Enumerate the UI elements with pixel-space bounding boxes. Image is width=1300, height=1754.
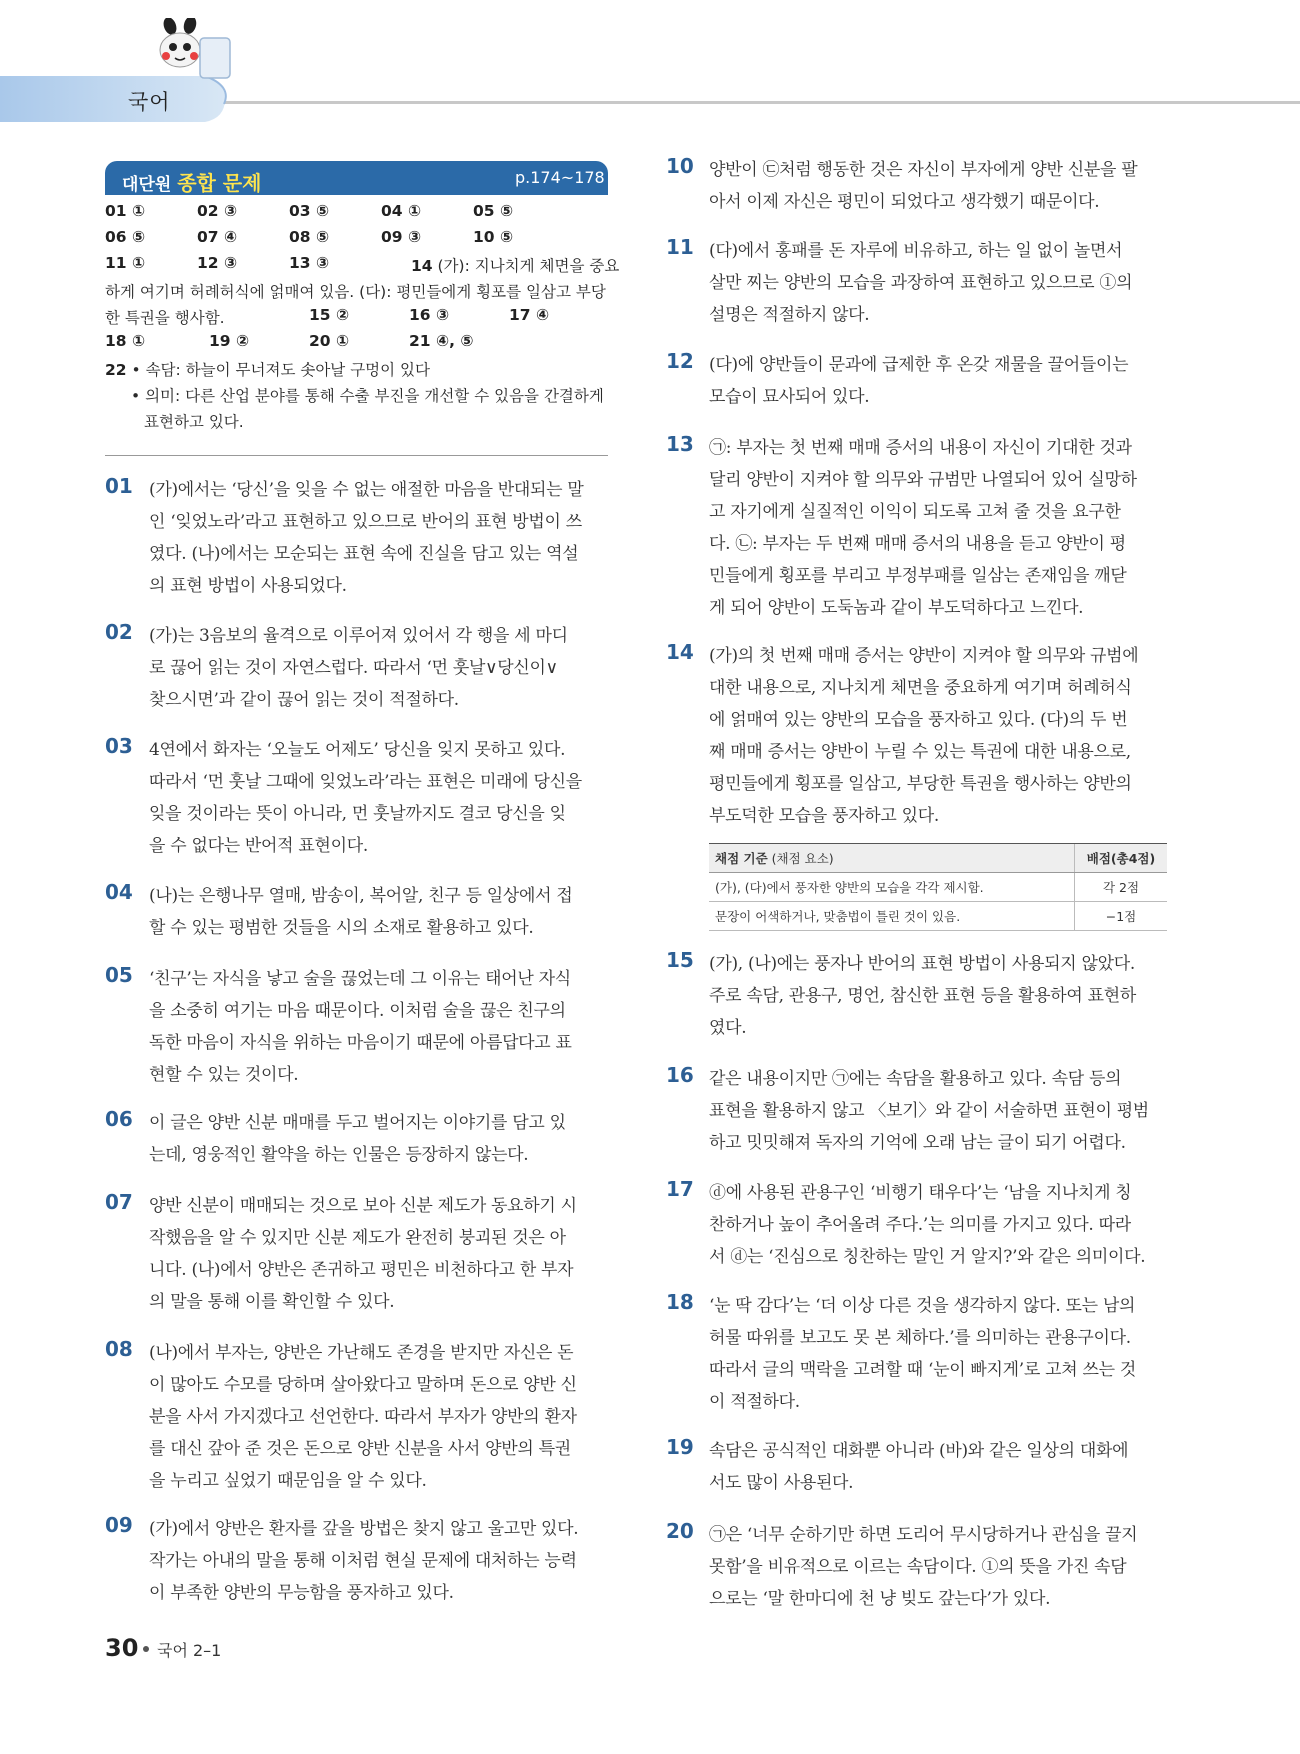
text-line: 을 소중히 여기는 마음 때문이다. 이처럼 술을 끊은 친구의 <box>149 1001 566 1021</box>
text-line: 인 ‘잊었노라’라고 표현하고 있으므로 반어의 표현 방법이 쓰 <box>149 512 582 532</box>
table-row <box>709 873 1167 902</box>
criteria-cell: 문장이 어색하거나, 맞춤법이 틀린 것이 있음. <box>709 902 1075 931</box>
text-line: 같은 내용이지만 ㉠에는 속담을 활용하고 있다. 속담 등의 <box>709 1069 1122 1089</box>
points-header: 배점(총4점) <box>1075 844 1168 873</box>
item-number: 02 <box>105 620 133 644</box>
item-text <box>149 1337 617 1497</box>
answer: 16 ③ <box>409 306 450 324</box>
item-text <box>709 235 1167 331</box>
text-line: 을 누리고 싶었기 때문임을 알 수 있다. <box>149 1471 427 1491</box>
text-line: 모습이 묘사되어 있다. <box>709 387 870 407</box>
explanation-item-08 <box>105 1337 617 1497</box>
q22-meaning-line-2: 표현하고 있다. <box>144 413 244 431</box>
explanation-item-13 <box>666 432 1167 624</box>
item-text <box>709 1435 1167 1499</box>
summary-page-range: p.174~178 <box>515 168 605 187</box>
text-line: 에 얽매여 있는 양반의 모습을 풍자하고 있다. (다)의 두 번 <box>709 710 1128 730</box>
q14-answer-line-2: 하게 여기며 허례허식에 얽매여 있음. (다): 평민들에게 횡포를 일삼고 부당 <box>105 283 606 301</box>
answer: 03 ⑤ <box>289 202 330 220</box>
text-line: 찬하거나 높이 추어올려 주다.’는 의미를 가지고 있다. 따라 <box>709 1215 1131 1235</box>
text-line: 따라서 글의 맥락을 고려할 때 ‘눈이 빠지게’로 고쳐 쓰는 것 <box>709 1360 1136 1380</box>
answer: 11 ① <box>105 254 146 272</box>
explanation-item-03 <box>105 734 617 862</box>
q22-meaning-line-1: • 의미: 다른 산업 분야를 통해 수출 부진을 개선할 수 있음을 간결하게 <box>131 387 604 405</box>
text-line: (나)는 은행나무 열매, 밤송이, 복어알, 친구 등 일상에서 접 <box>149 886 573 906</box>
item-text <box>709 349 1167 413</box>
text-line: 의 말을 통해 이를 확인할 수 있다. <box>149 1292 395 1312</box>
item-number: 03 <box>105 734 133 758</box>
text-line: 설명은 적절하지 않다. <box>709 305 870 325</box>
item-number: 17 <box>666 1177 694 1201</box>
text-line: 하고 밋밋해져 독자의 기억에 오래 남는 글이 되기 어렵다. <box>709 1133 1126 1153</box>
explanation-item-15 <box>666 948 1167 1044</box>
text-line: 였다. <box>709 1018 747 1038</box>
text-line: 을 수 없다는 반어적 표현이다. <box>149 836 368 856</box>
explanation-item-12 <box>666 349 1167 413</box>
text-line: 속담은 공식적인 대화뿐 아니라 (바)와 같은 일상의 대화에 <box>709 1441 1129 1461</box>
item-text <box>709 640 1167 832</box>
text-line: (가)의 첫 번째 매매 증서는 양반이 지켜야 할 의무와 규범에 <box>709 646 1139 666</box>
text-line: 양반 신분이 매매되는 것으로 보아 신분 제도가 동요하기 시 <box>149 1196 577 1216</box>
answer: 06 ⑤ <box>105 228 146 246</box>
grading-table <box>709 843 1167 931</box>
answer: 13 ③ <box>289 254 330 272</box>
text-line: 독한 마음이 자식을 위하는 마음이기 때문에 아름답다고 표 <box>149 1033 572 1053</box>
text-line: ‘친구’는 자식을 낳고 술을 끊었는데 그 이유는 태어난 자식 <box>149 969 571 989</box>
text-line: 서도 많이 사용된다. <box>709 1473 854 1493</box>
item-text <box>709 432 1167 624</box>
text-line: 평민들에게 횡포를 일삼고, 부당한 특권을 행사하는 양반의 <box>709 774 1132 794</box>
explanation-item-11 <box>666 235 1167 331</box>
item-number: 18 <box>666 1290 694 1314</box>
answer: 15 ② <box>309 306 350 324</box>
item-text <box>149 1513 617 1609</box>
text-line: 할 수 있는 평범한 것들을 시의 소재로 활용하고 있다. <box>149 918 534 938</box>
item-text <box>709 154 1167 218</box>
explanation-item-17 <box>666 1177 1167 1273</box>
text-line: 잊을 것이라는 뜻이 아니라, 먼 훗날까지도 결코 당신을 잊 <box>149 804 566 824</box>
item-text <box>149 1107 617 1171</box>
text-line: 이 적절하다. <box>709 1392 800 1412</box>
answer: 12 ③ <box>197 254 238 272</box>
text-line: 로 끊어 읽는 것이 자연스럽다. 따라서 ‘먼 훗날∨당신이∨ <box>149 658 558 678</box>
text-line: 대한 내용으로, 지나치게 체면을 중요하게 여기며 허례허식 <box>709 678 1132 698</box>
text-line: 째 매매 증서는 양반이 누릴 수 있는 특권에 대한 내용으로, <box>709 742 1131 762</box>
text-line: 양반이 ㉢처럼 행동한 것은 자신이 부자에게 양반 신분을 팔 <box>709 160 1138 180</box>
item-text <box>149 474 617 602</box>
item-number: 14 <box>666 640 694 664</box>
summary-title: 대단원 종합 문제 <box>122 171 262 195</box>
answer: 07 ④ <box>197 228 238 246</box>
item-text <box>709 1290 1167 1418</box>
text-line: 민들에게 횡포를 부리고 부정부패를 일삼는 존재임을 깨닫 <box>709 566 1127 586</box>
criteria-header: 채점 기준 (채점 요소) <box>709 844 1075 873</box>
text-line: 를 대신 갚아 준 것은 돈으로 양반 신분을 사서 양반의 특권 <box>149 1439 571 1459</box>
grading-header-row <box>709 844 1167 873</box>
summary-divider <box>105 455 608 456</box>
explanation-item-09 <box>105 1513 617 1609</box>
explanation-item-20 <box>666 1519 1167 1615</box>
text-line: 못함’을 비유적으로 이르는 속담이다. ①의 뜻을 가진 속담 <box>709 1557 1127 1577</box>
subject-label: 국어 <box>128 90 171 114</box>
text-line: ⓓ에 사용된 관용구인 ‘비행기 태우다’는 ‘남을 지나치게 칭 <box>709 1183 1132 1203</box>
text-line: (가)는 3음보의 율격으로 이루어져 있어서 각 행을 세 마디 <box>149 626 568 646</box>
item-number: 09 <box>105 1513 133 1537</box>
item-number: 05 <box>105 963 133 987</box>
item-number: 04 <box>105 880 133 904</box>
explanation-item-14 <box>666 640 1167 832</box>
text-line: 달리 양반이 지켜야 할 의무와 규범만 나열되어 있어 실망하 <box>709 470 1137 490</box>
text-line: (가)에서는 ‘당신’을 잊을 수 없는 애절한 마음을 반대되는 말 <box>149 480 584 500</box>
answer: 17 ④ <box>509 306 550 324</box>
q14-answer: 14 (가): 지나치게 체면을 중요 <box>411 257 620 275</box>
explanation-item-01 <box>105 474 617 602</box>
item-text <box>149 880 617 944</box>
text-line: (가), (나)에는 풍자나 반어의 표현 방법이 사용되지 않았다. <box>709 954 1135 974</box>
answer: 19 ② <box>209 332 250 350</box>
answer: 10 ⑤ <box>473 228 514 246</box>
footer-bullet <box>143 1646 149 1652</box>
points-cell: −1점 <box>1075 902 1168 931</box>
text-line: ㉠은 ‘너무 순하기만 하면 도리어 무시당하거나 관심을 끌지 <box>709 1525 1138 1545</box>
text-line: 분을 사서 가지겠다고 선언한다. 따라서 부자가 양반의 환자 <box>149 1407 577 1427</box>
text-line: ㉠: 부자는 첫 번째 매매 증서의 내용이 자신이 기대한 것과 <box>709 438 1132 458</box>
points-cell: 각 2점 <box>1075 873 1168 902</box>
text-line: 이 글은 양반 신분 매매를 두고 벌어지는 이야기를 담고 있 <box>149 1113 566 1133</box>
answer: 20 ① <box>309 332 350 350</box>
answer: 09 ③ <box>381 228 422 246</box>
answer: 02 ③ <box>197 202 238 220</box>
text-line: 의 표현 방법이 사용되었다. <box>149 576 347 596</box>
item-number: 16 <box>666 1063 694 1087</box>
book-name: 국어 2–1 <box>157 1641 222 1660</box>
item-number: 01 <box>105 474 133 498</box>
q22-proverb: 22 • 속담: 하늘이 무너져도 솟아날 구멍이 있다 <box>105 361 430 379</box>
text-line: 게 되어 양반이 도둑놈과 같이 부도덕하다고 느낀다. <box>709 598 1084 618</box>
text-line: 표현을 활용하지 않고 〈보기〉와 같이 서술하면 표현이 평범 <box>709 1101 1149 1121</box>
text-line: 따라서 ‘먼 훗날 그때에 잊었노라’라는 표현은 미래에 당신을 <box>149 772 582 792</box>
text-line: 4연에서 화자는 ‘오늘도 어제도’ 당신을 잊지 못하고 있다. <box>149 740 566 760</box>
text-line: 는데, 영웅적인 활약을 하는 인물은 등장하지 않는다. <box>149 1145 529 1165</box>
answer: 21 ④, ⑤ <box>409 332 474 350</box>
item-number: 07 <box>105 1190 133 1214</box>
text-line: 니다. (나)에서 양반은 존귀하고 평민은 비천하다고 한 부자 <box>149 1260 574 1280</box>
item-text <box>149 963 617 1091</box>
criteria-cell: (가), (다)에서 풍자한 양반의 모습을 각각 제시함. <box>709 873 1075 902</box>
item-number: 13 <box>666 432 694 456</box>
text-line: 살만 찌는 양반의 모습을 과장하여 표현하고 있으므로 ①의 <box>709 273 1133 293</box>
q14-answer-line-3: 한 특권을 행사함. <box>105 309 225 327</box>
answer: 05 ⑤ <box>473 202 514 220</box>
text-line: 현할 수 있는 것이다. <box>149 1065 299 1085</box>
text-line: 작가는 아내의 말을 통해 이처럼 현실 문제에 대처하는 능력 <box>149 1551 577 1571</box>
page-number: 30 <box>105 1634 139 1662</box>
text-line: 부도덕한 모습을 풍자하고 있다. <box>709 806 940 826</box>
item-text <box>149 734 617 862</box>
explanation-item-02 <box>105 620 617 716</box>
item-text <box>709 1177 1167 1273</box>
table-row <box>709 902 1167 931</box>
explanation-item-18 <box>666 1290 1167 1418</box>
item-text <box>149 620 617 716</box>
explanation-item-04 <box>105 880 617 944</box>
item-number: 19 <box>666 1435 694 1459</box>
text-line: 고 자기에게 실질적인 이익이 되도록 고쳐 줄 것을 요구한 <box>709 502 1121 522</box>
text-line: 찾으시면’과 같이 끊어 읽는 것이 적절하다. <box>149 690 459 710</box>
text-line: 서 ⓓ는 ‘진심으로 칭찬하는 말인 거 알지?’와 같은 의미이다. <box>709 1247 1146 1267</box>
text-line: (다)에서 홍패를 돈 자루에 비유하고, 하는 일 없이 놀면서 <box>709 241 1123 261</box>
explanation-item-06 <box>105 1107 617 1171</box>
item-text <box>709 948 1167 1044</box>
item-number: 15 <box>666 948 694 972</box>
text-line: (나)에서 부자는, 양반은 가난해도 존경을 받지만 자신은 돈 <box>149 1343 574 1363</box>
text-line: 였다. (나)에서는 모순되는 표현 속에 진실을 담고 있는 역설 <box>149 544 579 564</box>
item-number: 10 <box>666 154 694 178</box>
answer: 04 ① <box>381 202 422 220</box>
text-line: 주로 속담, 관용구, 명언, 참신한 표현 등을 활용하여 표현하 <box>709 986 1136 1006</box>
text-line: 으로는 ‘말 한마디에 천 냥 빚도 갚는다’가 있다. <box>709 1589 1051 1609</box>
explanation-item-07 <box>105 1190 617 1318</box>
explanation-item-19 <box>666 1435 1167 1499</box>
text-line: 이 많아도 수모를 당하며 살아왔다고 말하며 돈으로 양반 신 <box>149 1375 577 1395</box>
item-number: 20 <box>666 1519 694 1543</box>
explanation-item-10 <box>666 154 1167 218</box>
text-line: (다)에 양반들이 문과에 급제한 후 온갖 재물을 끌어들이는 <box>709 355 1129 375</box>
explanation-item-16 <box>666 1063 1167 1159</box>
item-number: 06 <box>105 1107 133 1131</box>
item-number: 08 <box>105 1337 133 1361</box>
text-line: ‘눈 딱 감다’는 ‘더 이상 다른 것을 생각하지 않다. 또는 남의 <box>709 1296 1136 1316</box>
header-rule <box>205 101 1300 104</box>
item-number: 11 <box>666 235 694 259</box>
answer: 08 ⑤ <box>289 228 330 246</box>
text-line: (가)에서 양반은 환자를 갚을 방법은 찾지 않고 울고만 있다. <box>149 1519 579 1539</box>
text-line: 허물 따위를 보고도 못 본 체하다.’를 의미하는 관용구이다. <box>709 1328 1131 1348</box>
answer: 01 ① <box>105 202 146 220</box>
explanation-item-05 <box>105 963 617 1091</box>
item-text <box>149 1190 617 1318</box>
text-line: 아서 이제 자신은 평민이 되었다고 생각했기 때문이다. <box>709 192 1100 212</box>
rabbit-mascot-icon <box>148 18 234 90</box>
answer: 18 ① <box>105 332 146 350</box>
item-text <box>709 1063 1167 1159</box>
item-text <box>709 1519 1167 1615</box>
item-number: 12 <box>666 349 694 373</box>
text-line: 다. ㉡: 부자는 두 번째 매매 증서의 내용을 듣고 양반이 평 <box>709 534 1126 554</box>
text-line: 작했음을 알 수 있지만 신분 제도가 완전히 붕괴된 것은 아 <box>149 1228 566 1248</box>
text-line: 이 부족한 양반의 무능함을 풍자하고 있다. <box>149 1583 454 1603</box>
